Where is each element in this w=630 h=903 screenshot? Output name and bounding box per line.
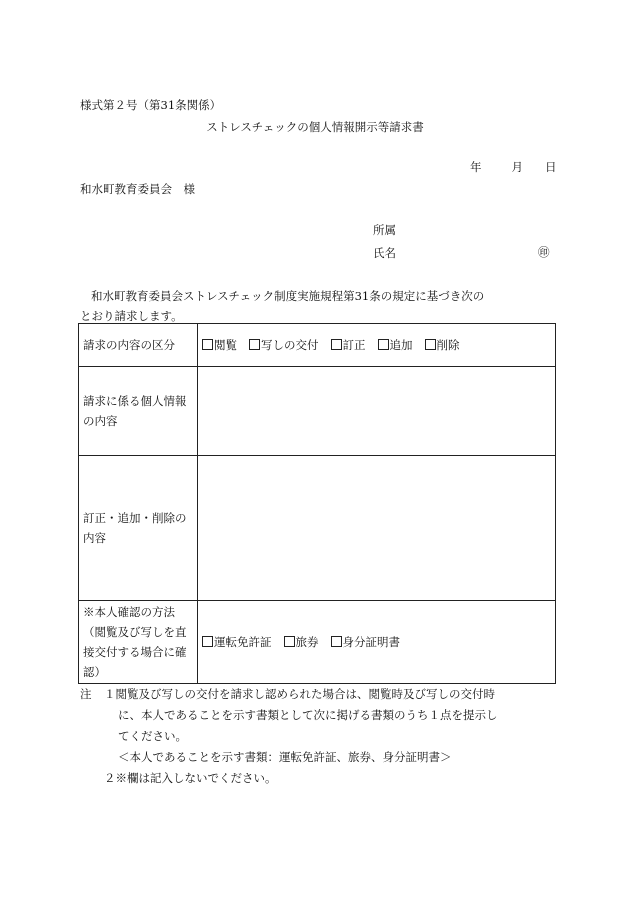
seal-mark: ㊞: [538, 245, 550, 259]
intro-line-2: とおり請求します。: [80, 309, 183, 323]
option-delete-label: 削除: [436, 338, 460, 352]
note-1-line-1: [80, 684, 540, 705]
personal-info-label-line-1: 請求に係る個人情報: [83, 394, 187, 408]
date-line: [470, 159, 557, 175]
option-add[interactable]: [378, 338, 413, 352]
form-number: 様式第２号（第31条関係）: [80, 98, 222, 112]
table-row-request-type: [79, 324, 556, 367]
intro-line-1: 和水町教育委員会ストレスチェック制度実施規程第31条の規定に基づき次の: [91, 289, 485, 303]
option-copy-label: 写しの交付: [261, 338, 319, 352]
identity-check-label-line-4: 認）: [83, 665, 106, 679]
option-correct-label: 訂正: [342, 338, 366, 352]
checkbox-copy[interactable]: [249, 339, 260, 350]
date-day-label: 日: [545, 160, 557, 174]
personal-info-field[interactable]: [198, 367, 556, 456]
request-type-options: [198, 324, 556, 367]
date-year-label: 年: [470, 160, 482, 174]
affiliation-label: 所属: [373, 223, 396, 237]
option-view-label: 閲覧: [214, 338, 237, 352]
checkbox-drivers-license[interactable]: [202, 636, 213, 647]
checkbox-add[interactable]: [378, 339, 389, 350]
identity-check-label-line-3: 接交付する場合に確: [83, 645, 187, 659]
correction-field[interactable]: [198, 456, 556, 601]
note-1-line-4: ＜本人であることを示す書類：運転免許証、旅券、身分証明書＞: [118, 750, 452, 764]
option-correct[interactable]: [331, 338, 366, 352]
identity-check-options: [198, 601, 556, 684]
option-view[interactable]: [202, 338, 237, 352]
note-2: ２※欄は記入しないでください。: [104, 771, 277, 785]
note-1-text-1: １閲覧及び写しの交付を請求し認められた場合は、閲覧時及び写しの交付時: [104, 687, 495, 701]
table-row-personal-info: [79, 367, 556, 456]
document-title: ストレスチェックの個人情報開示等請求書: [206, 120, 424, 134]
notes: [80, 684, 540, 789]
checkbox-correct[interactable]: [331, 339, 342, 350]
request-table: [78, 323, 556, 684]
correction-label-line-2: 内容: [83, 531, 106, 545]
request-type-label: 請求の内容の区分: [79, 324, 198, 367]
option-passport[interactable]: [284, 635, 319, 649]
personal-info-label: [79, 367, 198, 456]
correction-label: [79, 456, 198, 601]
option-drivers-license-label: 運転免許証: [214, 635, 272, 649]
personal-info-label-line-2: の内容: [83, 414, 118, 428]
intro-text: [80, 286, 520, 326]
table-row-correction: [79, 456, 556, 601]
option-copy[interactable]: [249, 338, 319, 352]
option-delete[interactable]: [425, 338, 460, 352]
identity-check-label: [79, 601, 198, 684]
addressee: 和水町教育委員会 様: [80, 182, 195, 196]
correction-label-line-1: 訂正・追加・削除の: [83, 511, 187, 525]
notes-head: 注: [80, 687, 92, 701]
option-drivers-license[interactable]: [202, 635, 272, 649]
table-row-identity-check: [79, 601, 556, 684]
note-1-line-2: に、本人であることを示す書類として次に掲げる書類のうち１点を提示し: [118, 708, 498, 722]
option-id-card-label: 身分証明書: [342, 635, 400, 649]
identity-check-label-line-1: ※本人確認の方法: [83, 605, 175, 619]
checkbox-delete[interactable]: [425, 339, 436, 350]
date-month-label: 月: [511, 160, 523, 174]
name-label: 氏名: [373, 246, 396, 260]
checkbox-id-card[interactable]: [331, 636, 342, 647]
option-id-card[interactable]: [331, 635, 401, 649]
checkbox-view[interactable]: [202, 339, 213, 350]
note-1-line-3: てください。: [118, 729, 187, 743]
option-passport-label: 旅券: [295, 635, 319, 649]
checkbox-passport[interactable]: [284, 636, 295, 647]
identity-check-label-line-2: （閲覧及び写しを直: [83, 625, 187, 639]
option-add-label: 追加: [389, 338, 413, 352]
